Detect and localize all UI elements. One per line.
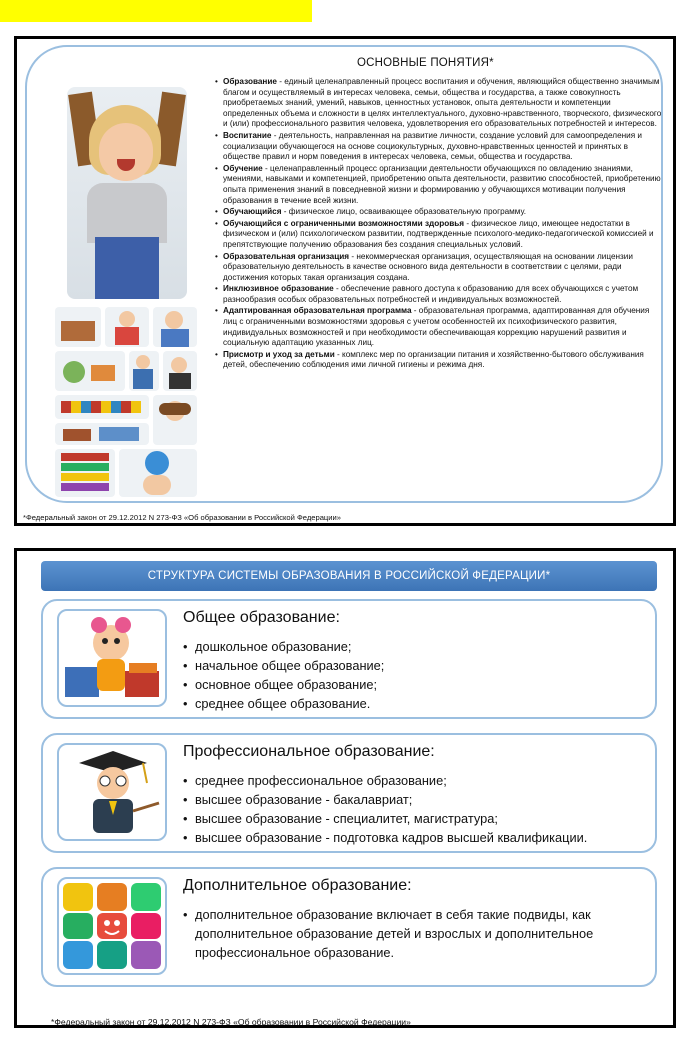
professional-education-card <box>41 733 657 853</box>
slide-title: СТРУКТУРА СИСТЕМЫ ОБРАЗОВАНИЯ В РОССИЙСКОЙ ФЕДЕРАЦИИ* <box>41 561 657 591</box>
photo-collage <box>55 87 197 497</box>
concept-definition: - физическое лицо, имеющее недостатки в физическом и (или) психологическом развитии, подтвержденные психолого-медико-педагогической комиссией и препятствующие получению образования без создания специальных условий. <box>223 218 654 249</box>
general-education-card <box>41 599 657 719</box>
concept-item <box>215 164 665 206</box>
list-item: • высшее образование - специалитет, магистратура; <box>183 809 587 828</box>
cartoon-professor-image <box>57 743 167 841</box>
concept-term: Обучение <box>223 163 263 173</box>
thumbnail-image <box>105 307 149 347</box>
thumbnail-image <box>153 307 197 347</box>
thumbnail-image <box>55 307 101 347</box>
concept-term: Образовательная организация <box>223 251 350 261</box>
concept-item <box>215 77 665 130</box>
list-item: • дошкольное образование; <box>183 637 384 656</box>
concept-term: Воспитание <box>223 130 272 140</box>
concept-item <box>215 207 665 218</box>
concept-definition: - деятельность, направленная на развитие личности, создание условий для самоопределения и социализации обучающегося на основе социокультурных, духовно-нравственных ценностей и принятых в обществе правил и норм поведения в интересах человека, семьи, общества и государства. <box>223 130 642 162</box>
thumbnail-image <box>55 351 125 391</box>
highlight-bar <box>0 0 312 22</box>
concepts-list <box>215 77 665 372</box>
concept-item <box>215 219 665 251</box>
slide-basic-concepts <box>14 36 676 526</box>
thumbnail-image <box>55 449 115 497</box>
section-list <box>183 771 587 847</box>
child-with-books-photo <box>67 87 187 299</box>
thumbnail-image <box>55 423 149 445</box>
concepts-panel <box>25 45 663 503</box>
concept-term: Обучающийся <box>223 207 282 217</box>
concept-item <box>215 350 665 371</box>
concept-definition: - единый целенаправленный процесс воспитания и обучения, являющийся общественно значимым благом и осуществляемый в интересах человека, семьи, общества и государства, а также совокупность приобретаемых знаний, умений, навыков, ценностных установок, опыта деятельности и компетенции определенных объема и сложности в целях интеллектуального, духовно-нравственного, творческого, физического и (или) профессионального развития человека, удовлетворения его образовательных потребностей и интересов. <box>223 77 662 129</box>
concept-term: Обучающийся с ограниченными возможностями здоровья <box>223 218 465 228</box>
section-title: Общее образование: <box>183 609 340 626</box>
thumbnail-image <box>119 449 197 497</box>
section-list <box>183 905 643 962</box>
concept-definition: - физическое лицо, осваивающее образовательную программу. <box>281 207 527 217</box>
concept-term: Образование <box>223 77 277 86</box>
concept-definition: - целенаправленный процесс организации деятельности обучающихся по овладению знаниями, умениями, навыками и компетенцией, приобретению опыта деятельности, развитию способностей, приобретению опыта применения знаний в повседневной жизни и формированию у обучающихся мотивации получения образования в течение всей жизни. <box>223 163 661 205</box>
list-item: • среднее профессиональное образование; <box>183 771 587 790</box>
section-list <box>183 637 384 713</box>
additional-education-card <box>41 867 657 987</box>
list-item: • высшее образование - бакалавриат; <box>183 790 587 809</box>
list-item: • начальное общее образование; <box>183 656 384 675</box>
thumbnail-image <box>153 395 197 445</box>
section-title: Дополнительное образование: <box>183 877 412 894</box>
concept-definition: - образовательная программа, адаптированная для обучения лиц с ограниченными возможностями здоровья с учетом особенностей их психофизического развития, индивидуальных возможностей и при необходимости обеспечивающая коррекцию нарушений развития и социальную адаптацию указанных лиц. <box>223 306 650 348</box>
concept-definition: - комплекс мер по организации питания и хозяйственно-бытового обслуживания детей, обеспечению соблюдения ими личной гигиены и режима дня. <box>223 349 644 370</box>
list-item: • дополнительное образование включает в себя такие подвиды, как дополнительное образование детей и взрослых и дополнительное профессиональное образование. <box>183 905 643 962</box>
concept-definition: - обеспечение равного доступа к образованию для всех обучающихся с учетом разнообразия особых образовательных потребностей и индивидуальных возможностей. <box>223 284 639 304</box>
section-title: Профессиональное образование: <box>183 743 435 760</box>
thumbnail-image <box>129 351 159 391</box>
list-item: • высшее образование - подготовка кадров высшей квалификации. <box>183 828 587 847</box>
cartoon-girl-with-books-image <box>57 609 167 707</box>
hobby-icons-image <box>57 877 167 975</box>
concept-item <box>215 284 665 305</box>
concept-term: Инклюзивное образование <box>223 284 334 294</box>
slide-title: ОСНОВНЫЕ ПОНЯТИЯ* <box>357 57 494 69</box>
concept-item <box>215 306 665 348</box>
concept-definition: - некоммерческая организация, осуществляющая на основании лицензии образовательную деятельность в качестве основного вида деятельности в соответствии с целями, ради достижения которых такая организация создана. <box>223 251 633 282</box>
list-item: • основное общее образование; <box>183 675 384 694</box>
footnote: *Федеральный закон от 29.12.2012 N 273-ФЗ «Об образовании в Российской Федерации» <box>51 1017 411 1027</box>
slide-education-structure <box>14 548 676 1028</box>
thumbnail-image <box>55 395 149 419</box>
thumbnail-image <box>163 351 197 391</box>
concept-item <box>215 131 665 163</box>
footnote: *Федеральный закон от 29.12.2012 N 273-ФЗ «Об образовании в Российской Федерации» <box>23 513 341 522</box>
concept-item <box>215 252 665 284</box>
concept-term: Присмотр и уход за детьми <box>223 349 335 359</box>
list-item: • среднее общее образование. <box>183 694 384 713</box>
concept-term: Адаптированная образовательная программа <box>223 306 412 316</box>
